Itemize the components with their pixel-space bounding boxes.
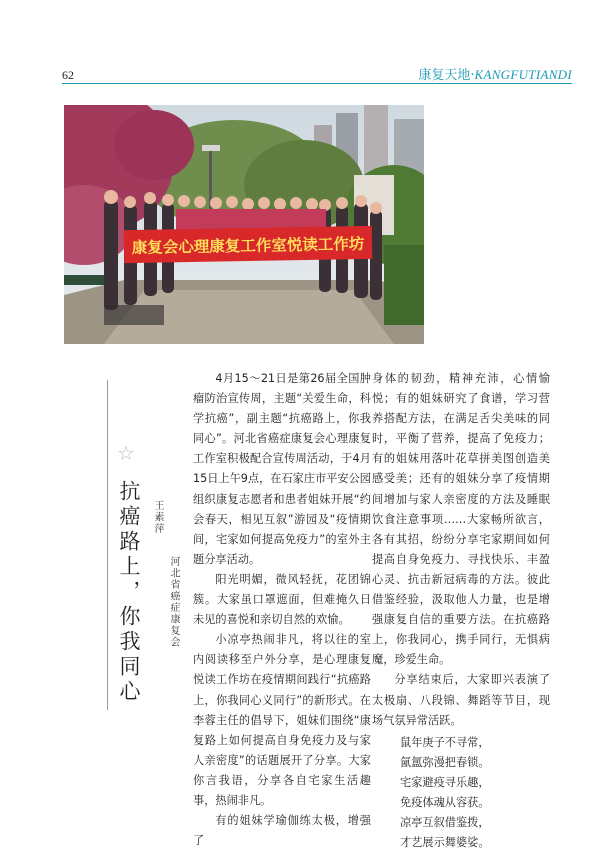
header-rule [62, 83, 572, 84]
paragraph: 4月15～21日是第26届全国肿瘤防治宣传周，主题“关爱生命，科学抗癌”，副主题“抗癌路上，你我同心”。河北省癌症康复会心理康复工作室积极配合宣传周活动，于4月15日上午9点，在石家庄市平安公园组织康复志愿者和患者姐妹开展“约会春天，相见互叙”游园及“疫情期间，宅家如何提高免疫力”的室外主题分享活动。 [193, 372, 371, 566]
article-title: 抗癌路上，你我同心 [117, 480, 141, 705]
section-title-latin: KANGFUTIANDI [474, 67, 572, 82]
title-rule [107, 380, 108, 710]
poem-line: 宅家避疫寻乐趣， [400, 775, 490, 789]
group-photo [64, 105, 424, 344]
poem-line: 氤氲弥漫把春锁。 [400, 755, 490, 769]
section-title-cn: 康复天地 [418, 68, 471, 83]
poem-line: 凉亭互叙借鉴拨， [400, 816, 490, 830]
poem-line: 才艺展示舞婆娑。 [400, 836, 490, 850]
poem-line: 免疫体魂从容获。 [400, 795, 490, 809]
poem [372, 733, 550, 853]
body-column-right [372, 369, 550, 853]
body-column-left [193, 369, 371, 851]
section-separator: · [470, 68, 475, 83]
paragraph: 身体的韧劲，精神充沛，心情愉悦；有的姐妹研究了食谱，学习营养搭配方法，在满足舌尖美味的同时，平衡了营养，提高了免疫力；有的姐妹用落叶花草拼美图创造美感受美；还有的姐妹分享了疫情期间增加与家人亲密度的方法及睡眠饮食注意事项……大家畅所欲言，各有其招，纷纷分享宅家期间如何提高自身免疫力、寻找快乐、丰盈心灵、抗击新冠病毒的方法。彼此借鉴经验，汲取他人力量，也是增强康复自信的重要方法。在抗癌路上，你我同心，携手同行，无惧病魔，珍爱生命。 [372, 372, 550, 667]
paragraph: 分享结束后，大家即兴表演了太极扇、八段锦、舞蹈等节目，现场气氛异常活跃。 [372, 673, 550, 727]
paragraph: 有的姐妹学瑜伽练太极，增强了 [193, 814, 371, 848]
banner-text: 康复会心理康复工作室悦读工作坊 [131, 234, 365, 258]
paragraph: 小凉亭热闹非凡，将以往的室内阅读移至户外分享，是心理康复悦读工作坊在疫情期间践行“抗癌路上，你我同心义同行”的新形式。在李蓉主任的倡导下，姐妹们围绕“康复路上如何提高自身免疫力及与家人亲密度”的话题展开了分享。大家你言我语，分享各自宅家生活趣事，热闹非凡。 [193, 633, 371, 807]
author-name: 王素萍 [152, 500, 163, 535]
star-icon: ☆ [117, 441, 135, 465]
section-title [418, 64, 572, 83]
poem-line: 鼠年庚子不寻常， [400, 735, 490, 749]
page-number: 62 [62, 68, 74, 82]
author-organization: 河北省癌症康复会 [168, 556, 179, 648]
paragraph: 阳光明媚，微风轻抚，花团锦簇。大家虽口罩遮面，但难掩久日未见的喜悦和亲切自然的欢愉。 [193, 572, 371, 627]
